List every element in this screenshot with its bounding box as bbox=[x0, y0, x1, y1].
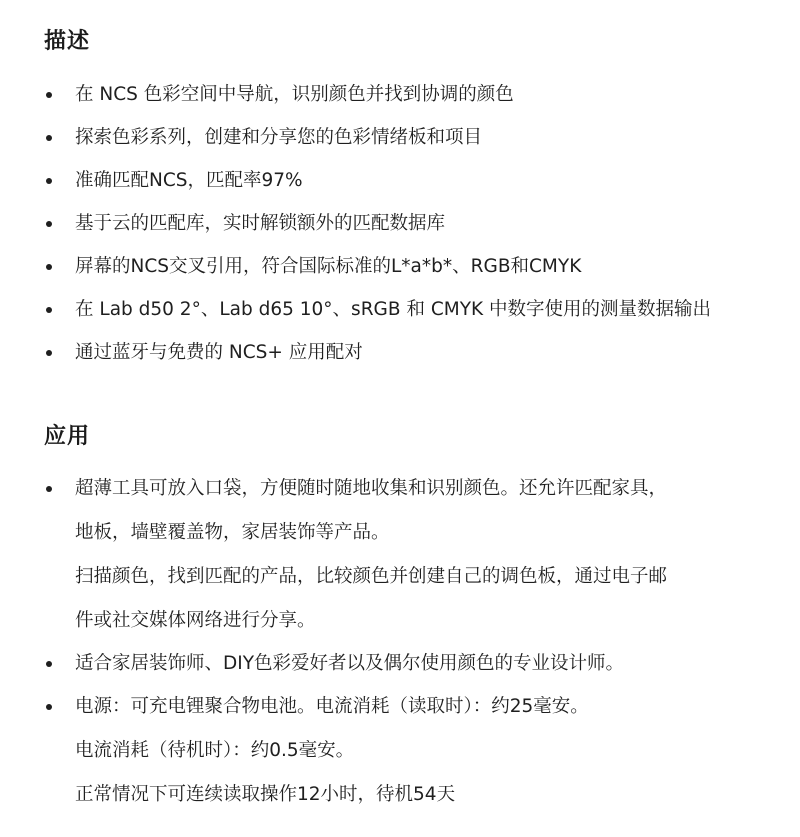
application-item-target-users bbox=[44, 649, 784, 679]
description-item: 基于云的匹配库，实时解锁额外的匹配数据库 bbox=[44, 209, 784, 252]
description-item: 准确匹配NCS，匹配率97% bbox=[44, 166, 784, 209]
application-item-portable-tool bbox=[44, 474, 784, 636]
description-list bbox=[44, 80, 784, 381]
application-item-power bbox=[44, 692, 784, 810]
application-line: 扫描颜色，找到匹配的产品，比较颜色并创建自己的调色板，通过电子邮 bbox=[75, 566, 668, 587]
description-item: 屏幕的NCS交叉引用，符合国际标准的L*a*b*、RGB和CMYK bbox=[44, 252, 784, 295]
description-item: 探索色彩系列，创建和分享您的色彩情绪板和项目 bbox=[44, 123, 784, 166]
application-line: 件或社交媒体网络进行分享。 bbox=[75, 610, 316, 631]
application-line: 正常情况下可连续读取操作12小时，待机54天 bbox=[75, 784, 456, 805]
application-list bbox=[44, 474, 784, 823]
application-line: 电源：可充电锂聚合物电池。电流消耗（读取时）：约25毫安。 bbox=[75, 696, 589, 717]
description-item: 在 NCS 色彩空间中导航，识别颜色并找到协调的颜色 bbox=[44, 80, 784, 123]
application-line: 适合家居装饰师、DIY色彩爱好者以及偶尔使用颜色的专业设计师。 bbox=[75, 653, 625, 674]
application-line: 地板，墙壁覆盖物，家居装饰等产品。 bbox=[75, 522, 390, 543]
description-item: 通过蓝牙与免费的 NCS+ 应用配对 bbox=[44, 338, 784, 381]
application-heading: 应用 bbox=[44, 424, 91, 449]
application-line: 电流消耗（待机时）：约0.5毫安。 bbox=[75, 740, 355, 761]
application-line: 超薄工具可放入口袋，方便随时随地收集和识别颜色。还允许匹配家具， bbox=[75, 478, 668, 499]
description-item: 在 Lab d50 2°、Lab d65 10°、sRGB 和 CMYK 中数字使用的测量数据输出 bbox=[44, 295, 784, 338]
description-heading: 描述 bbox=[44, 29, 91, 54]
